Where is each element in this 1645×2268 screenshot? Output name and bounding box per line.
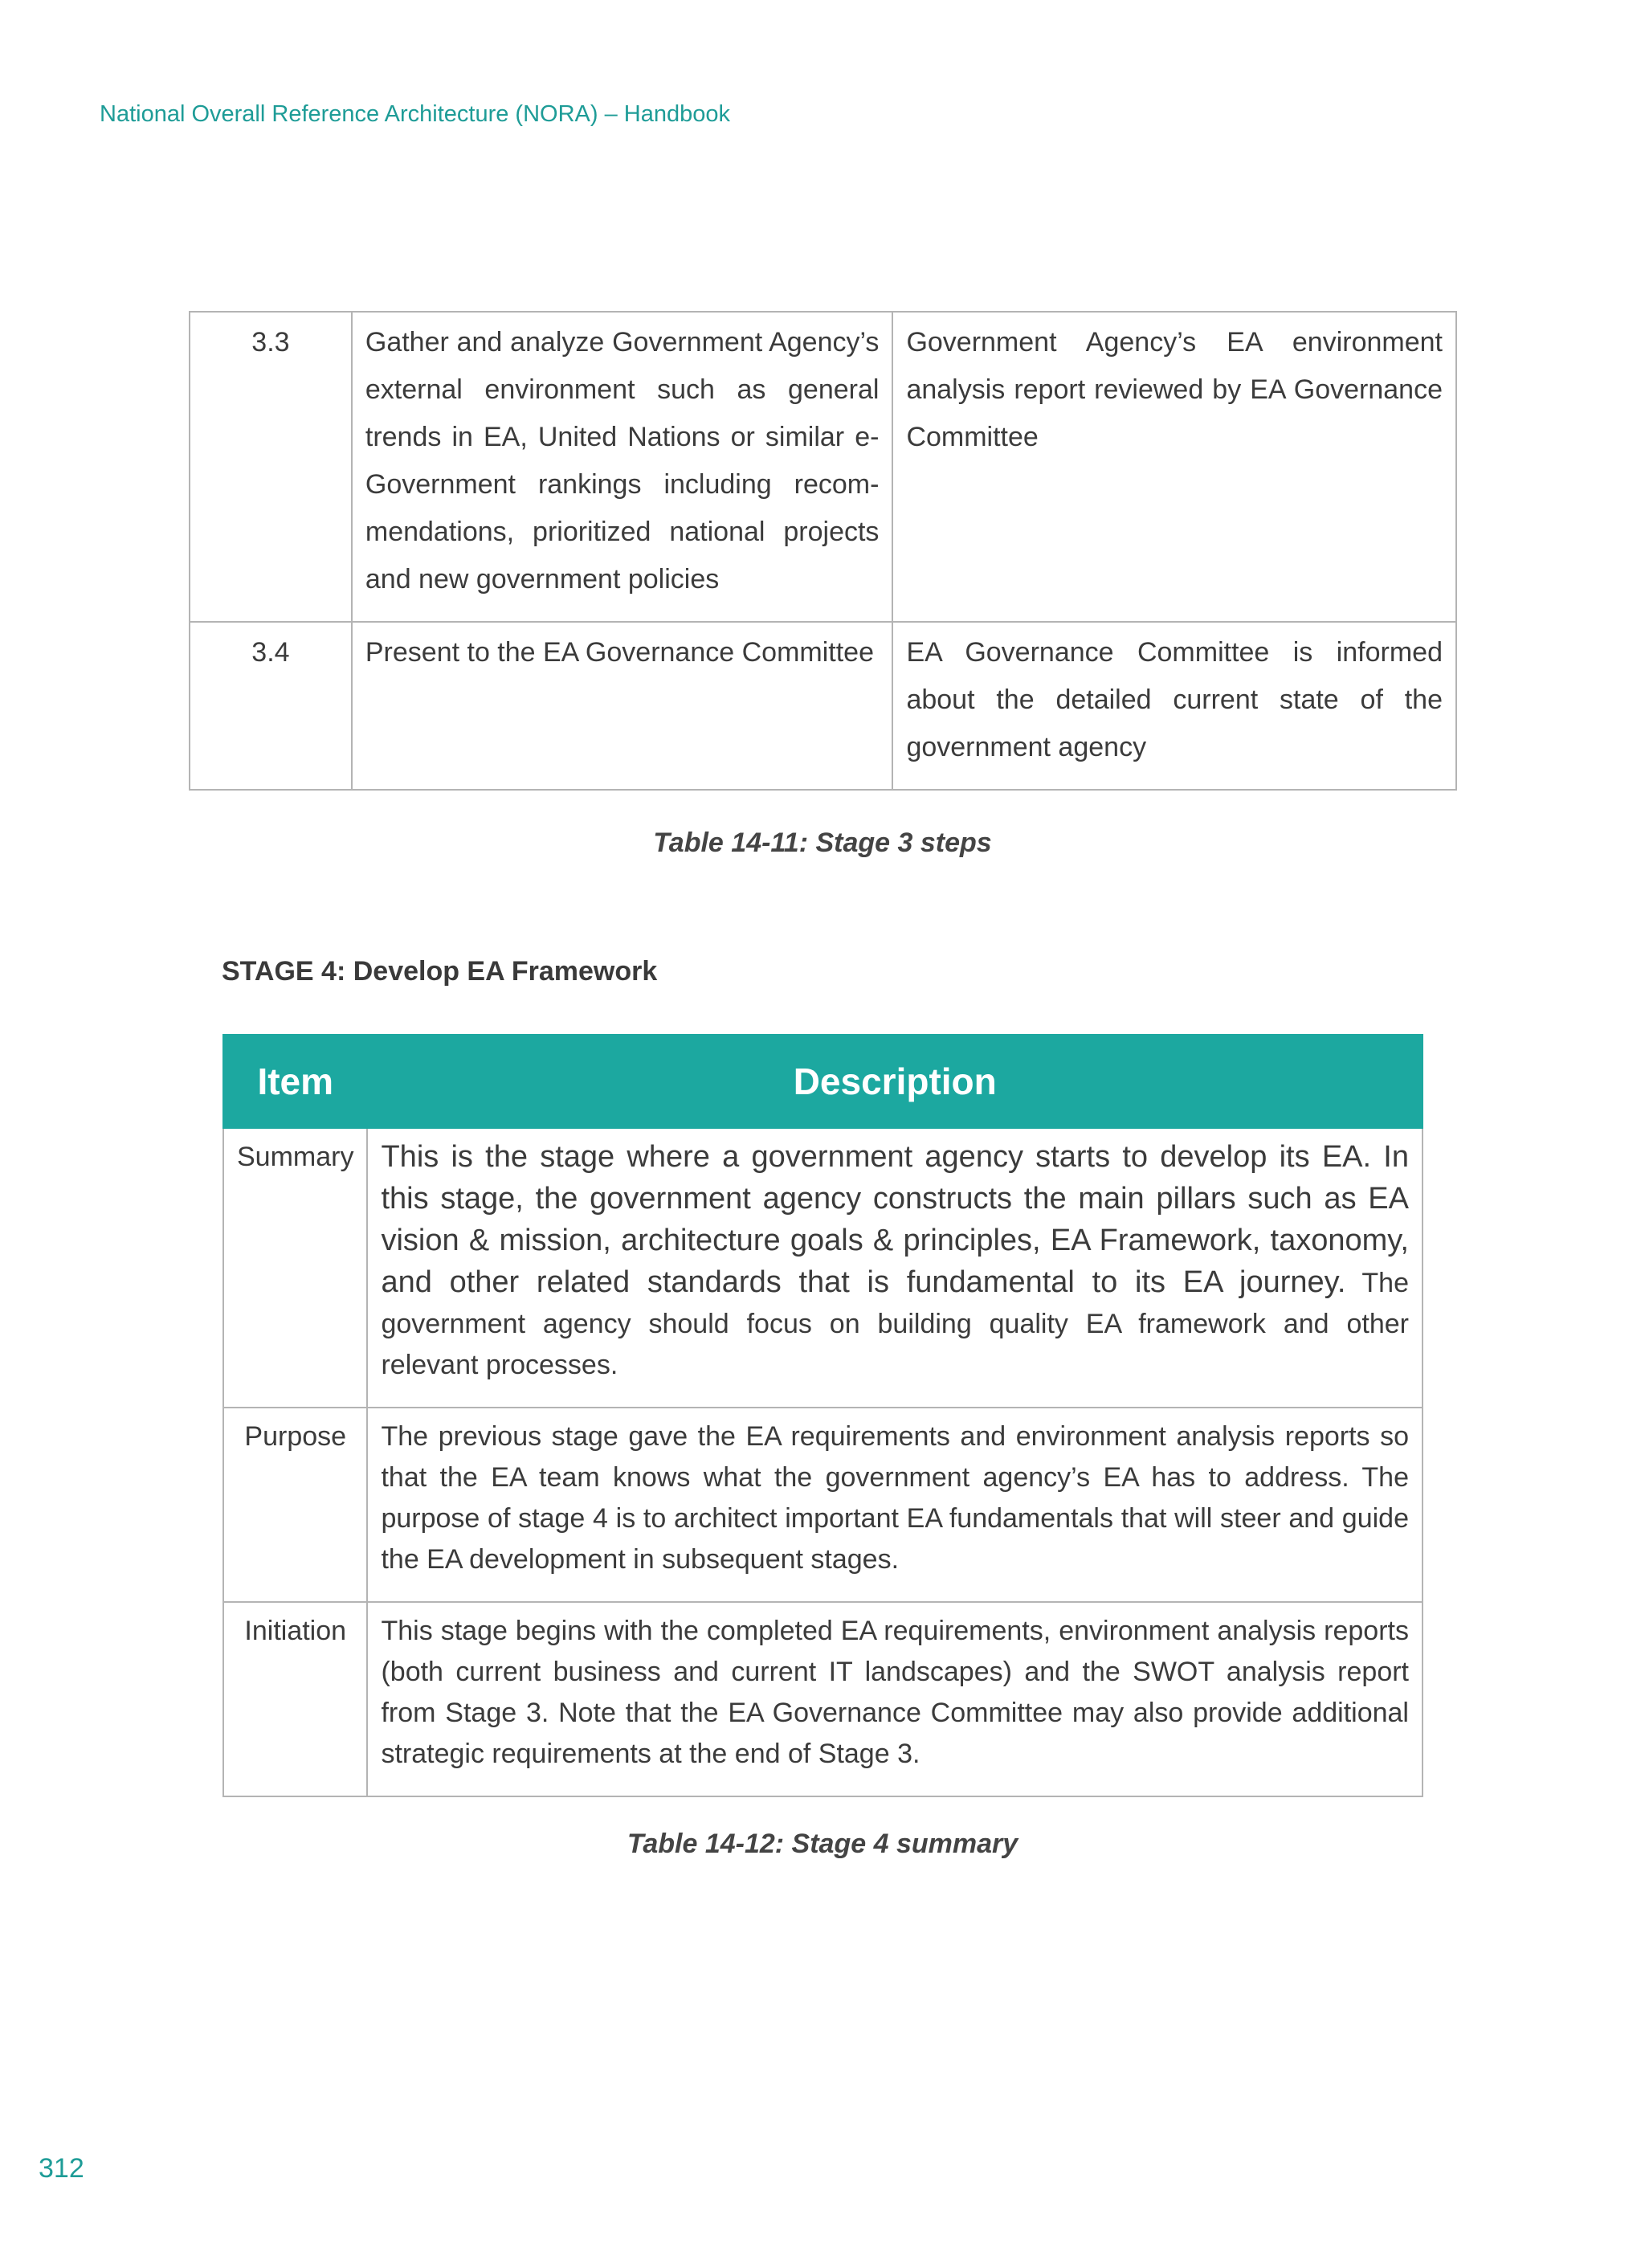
step-output: Government Agency’s EA environment analysis report reviewed by EA Governance Committee <box>892 312 1456 622</box>
step-number: 3.4 <box>190 622 352 790</box>
row-label: Purpose <box>223 1408 367 1602</box>
table-row <box>223 1602 1423 1796</box>
table-row <box>223 1128 1423 1408</box>
page-number: 312 <box>39 2153 84 2184</box>
table-row <box>223 1408 1423 1602</box>
stage4-summary-table <box>222 1034 1423 1797</box>
row-label: Initiation <box>223 1602 367 1796</box>
row-label: Summary <box>223 1128 367 1408</box>
step-description: Gather and analyze Government Agency’s external environment such as general trends in EA, United Nations or similar e-Government rankings including recommendations, prioritized national projects and new government policies <box>352 312 893 622</box>
section-heading: STAGE 4: Develop EA Framework <box>222 956 658 987</box>
description-lead: This is the stage where a government agency starts to develop its EA. In this stage, the government agency constructs the main pillars such as EA vision & mission, architecture goals & principles, EA Framework, taxonomy, and other related standards that is fundamental to its EA journey. <box>381 1140 1409 1299</box>
step-description: Present to the EA Governance Committee <box>352 622 893 790</box>
description-tail: The government agency should focus on building quality EA framework and other relevant processes. <box>381 1268 1410 1380</box>
column-header-item: Item <box>223 1035 367 1128</box>
table-header-row <box>223 1035 1423 1128</box>
row-description <box>367 1128 1423 1408</box>
row-description: The previous stage gave the EA requirements and environment analysis reports so that the EA team knows what the government agency’s EA has to address. The purpose of stage 4 is to architect important EA fundamentals that will steer and guide the EA development in subsequent stages. <box>367 1408 1423 1602</box>
row-description: This stage begins with the completed EA requirements, environment analysis reports (both current business and current IT landscapes) and the SWOT analysis report from Stage 3. Note that the EA Governance Committee may also provide additional strategic requirements at the end of Stage 3. <box>367 1602 1423 1796</box>
table-caption: Table 14-11: Stage 3 steps <box>653 828 992 858</box>
table-caption: Table 14-12: Stage 4 summary <box>627 1829 1018 1859</box>
step-output: EA Governance Committee is informed about the detailed current state of the government agency <box>892 622 1456 790</box>
table-row <box>190 622 1456 790</box>
step-number: 3.3 <box>190 312 352 622</box>
column-header-description: Description <box>367 1035 1423 1128</box>
running-header: National Overall Reference Architecture (NORA) – Handbook <box>100 101 730 127</box>
table-row <box>190 312 1456 622</box>
stage3-steps-table <box>189 311 1457 791</box>
